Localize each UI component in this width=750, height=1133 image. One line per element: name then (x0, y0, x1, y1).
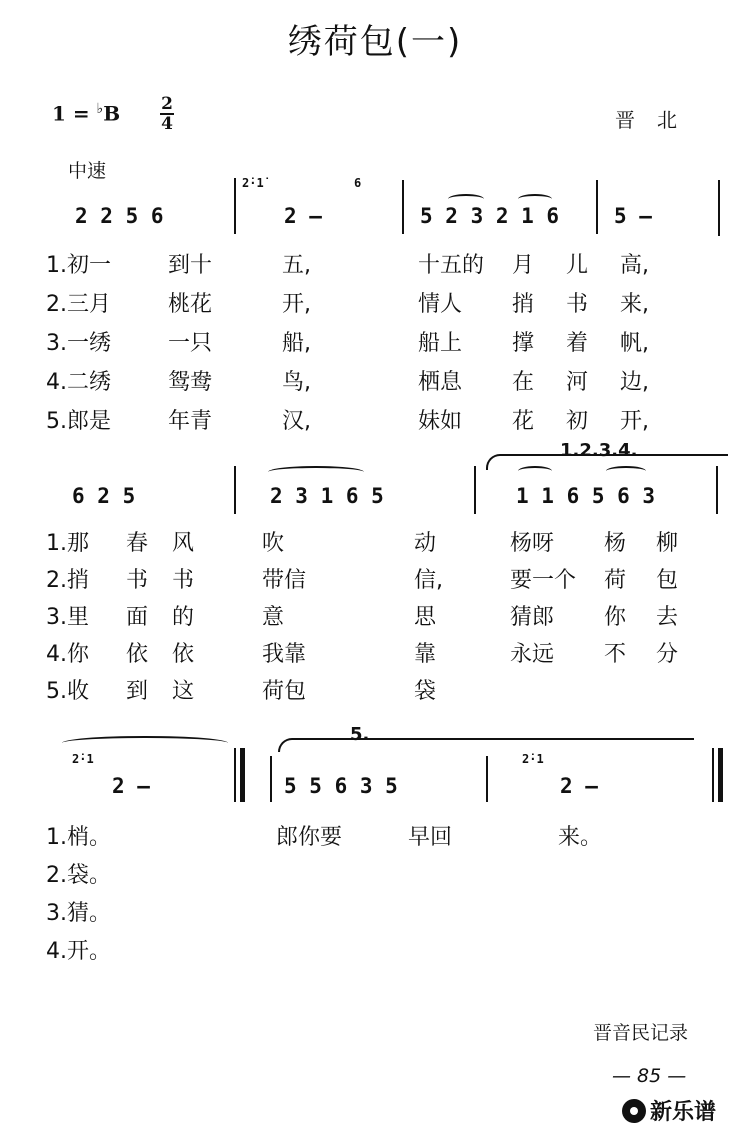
lyric-verse-3-word-6: 猜郎 (510, 605, 555, 630)
lyric-verse-4-word-2: 鸳鸯 (168, 370, 213, 395)
lyric-verse-5-word-1: 5.收 (46, 679, 89, 704)
lyric-verse-2-word-1: 2.捎 (46, 568, 89, 593)
lyric-verse-3-word-8: 去 (656, 605, 679, 630)
measure-4: 5 — (614, 204, 652, 228)
key-signature (52, 101, 120, 126)
lyric-verse-4-word-5: 靠 (414, 642, 437, 667)
lyric-verse-1-word-5: 月 (512, 253, 535, 278)
lyric-verse-3-word-7: 帆, (620, 331, 649, 356)
lyric-verse-4-word-3: 依 (172, 642, 195, 667)
volta-label: 5. (350, 724, 370, 745)
measure-1: 2 2 5 6 (75, 204, 164, 228)
measure-9: 5 5 6 3 5 (284, 774, 398, 798)
lyric-verse-3-word-7: 你 (604, 605, 627, 630)
lyric-verse-5-word-3: 汉, (282, 409, 311, 434)
lyric-verse-2-word-7: 荷 (604, 568, 627, 593)
lyric-verse-1-word-3: 五, (282, 253, 311, 278)
lyric-verse-2-word-4: 带信 (262, 568, 307, 593)
lyric-verse-1-word-6: 杨呀 (510, 531, 555, 556)
lyric-verse-5-word-4: 荷包 (262, 679, 307, 704)
measure-8: 2 — (112, 774, 150, 798)
lyric-verse-4-word-6: 永远 (510, 642, 555, 667)
lyric-verse-3-word-1: 3.里 (46, 605, 89, 630)
lyric-verse-3-word-1: 3.猜。 (46, 901, 111, 926)
lyric-verse-4-word-3: 鸟, (282, 370, 311, 395)
grace-note: 2̇·1 (72, 752, 94, 766)
lyric-verse-2-word-5: 捎 (512, 292, 535, 317)
page-number: — 85 — (612, 1065, 687, 1087)
lyric-verse-1-word-7: 高, (620, 253, 649, 278)
lyric-verse-2-word-6: 要一个 (510, 568, 577, 593)
measure-3: 5 2 3 2 1 6 (420, 204, 560, 228)
lyric-verse-4-word-1: 4.二绣 (46, 370, 111, 395)
tempo-marking: 中速 (68, 160, 107, 182)
lyric-verse-4-word-5: 在 (512, 370, 535, 395)
lyric-verse-1-word-6: 儿 (566, 253, 589, 278)
lyric-verse-3-word-3: 的 (172, 605, 195, 630)
lyric-verse-3-word-6: 着 (566, 331, 589, 356)
record-disc-icon (622, 1099, 646, 1123)
lyric-verse-1-word-2: 到十 (168, 253, 213, 278)
volta-label: 1.2.3.4. (560, 440, 638, 461)
lyric-verse-2-word-3: 开, (282, 292, 311, 317)
recorder-credit: 晋音民记录 (592, 1022, 688, 1044)
lyric-verse-1-word-1: 1.那 (46, 531, 89, 556)
lyric-verse-4-word-4: 栖息 (418, 370, 463, 395)
lyric-verse-2-word-2: 桃花 (168, 292, 213, 317)
lyric-verse-2-word-1: 2.袋。 (46, 863, 111, 888)
measure-7: 1 1 6 5 6 3 (516, 484, 656, 508)
lyric-verse-3-word-2: 一只 (168, 331, 213, 356)
lyric-verse-5-word-6: 初 (566, 409, 589, 434)
lyric-verse-5-word-5: 袋 (414, 679, 437, 704)
lyric-verse-1-word-3: 风 (172, 531, 195, 556)
time-signature (160, 96, 174, 132)
lyric-verse-1-word-1: 1.梢。 (46, 825, 111, 850)
lyric-verse-1-word-4: 十五的 (418, 253, 485, 278)
lyric-verse-3-word-4: 船上 (418, 331, 463, 356)
lyric-verse-2-word-2: 书 (126, 568, 149, 593)
lyric-verse-1-word-4: 来。 (558, 825, 603, 850)
lyric-verse-4-word-1: 4.开。 (46, 939, 111, 964)
lyric-verse-4-word-7: 边, (620, 370, 649, 395)
watermark-text: 新乐谱 (650, 1100, 717, 1125)
lyric-verse-4-word-2: 依 (126, 642, 149, 667)
lyric-verse-1-word-1: 1.初一 (46, 253, 111, 278)
lyric-verse-3-word-5: 思 (414, 605, 437, 630)
grace-note: 2̇·1 (522, 752, 544, 766)
measure-5: 6 2 5 (72, 484, 136, 508)
lyric-verse-1-word-4: 吹 (262, 531, 285, 556)
watermark-logo (622, 1095, 716, 1126)
lyric-verse-5-word-3: 这 (172, 679, 195, 704)
lyric-verse-5-word-1: 5.郎是 (46, 409, 111, 434)
lyric-verse-5-word-7: 开, (620, 409, 649, 434)
lyric-verse-1-word-5: 动 (414, 531, 437, 556)
lyric-verse-4-word-4: 我靠 (262, 642, 307, 667)
song-title: 绣荷包(一) (287, 22, 463, 62)
lyric-verse-2-word-1: 2.三月 (46, 292, 111, 317)
lyric-verse-5-word-2: 到 (126, 679, 149, 704)
lyric-verse-2-word-6: 书 (566, 292, 589, 317)
time-signature-bottom: 4 (161, 114, 173, 134)
lyric-verse-1-word-3: 早回 (408, 825, 453, 850)
lyric-verse-3-word-2: 面 (126, 605, 149, 630)
lyric-verse-4-word-7: 不 (604, 642, 627, 667)
flat-sign: ♭ (96, 101, 104, 117)
lyric-verse-3-word-4: 意 (262, 605, 285, 630)
measure-10: 2 — (560, 774, 598, 798)
lyric-verse-5-word-2: 年青 (168, 409, 213, 434)
lyric-verse-2-word-3: 书 (172, 568, 195, 593)
time-signature-top: 2 (161, 94, 173, 114)
measure-6: 2 3 1 6 5 (270, 484, 384, 508)
key-note: B (103, 101, 121, 126)
lyric-verse-2-word-8: 包 (656, 568, 679, 593)
lyric-verse-4-word-8: 分 (656, 642, 679, 667)
lyric-verse-4-word-1: 4.你 (46, 642, 89, 667)
lyric-verse-2-word-5: 信, (414, 568, 443, 593)
lyric-verse-3-word-3: 船, (282, 331, 311, 356)
lyric-verse-3-word-5: 撑 (512, 331, 535, 356)
lyric-verse-3-word-1: 3.一绣 (46, 331, 111, 356)
origin-label: 晋北 (615, 108, 699, 132)
lyric-verse-1-word-2: 春 (126, 531, 149, 556)
lyric-verse-5-word-5: 花 (512, 409, 535, 434)
lyric-verse-4-word-6: 河 (566, 370, 589, 395)
lyric-verse-2-word-7: 来, (620, 292, 649, 317)
key-prefix: 1 = (52, 101, 90, 126)
lyric-verse-1-word-2: 郎你要 (276, 825, 343, 850)
measure-2: 2 — (284, 204, 322, 228)
lyric-verse-2-word-4: 情人 (418, 292, 463, 317)
lyric-verse-1-word-7: 杨 (604, 531, 627, 556)
lyric-verse-1-word-8: 柳 (656, 531, 679, 556)
grace-note: 2̇·1̇ (242, 176, 264, 190)
lyric-verse-5-word-4: 妹如 (418, 409, 463, 434)
grace-note: 6 (354, 176, 362, 190)
